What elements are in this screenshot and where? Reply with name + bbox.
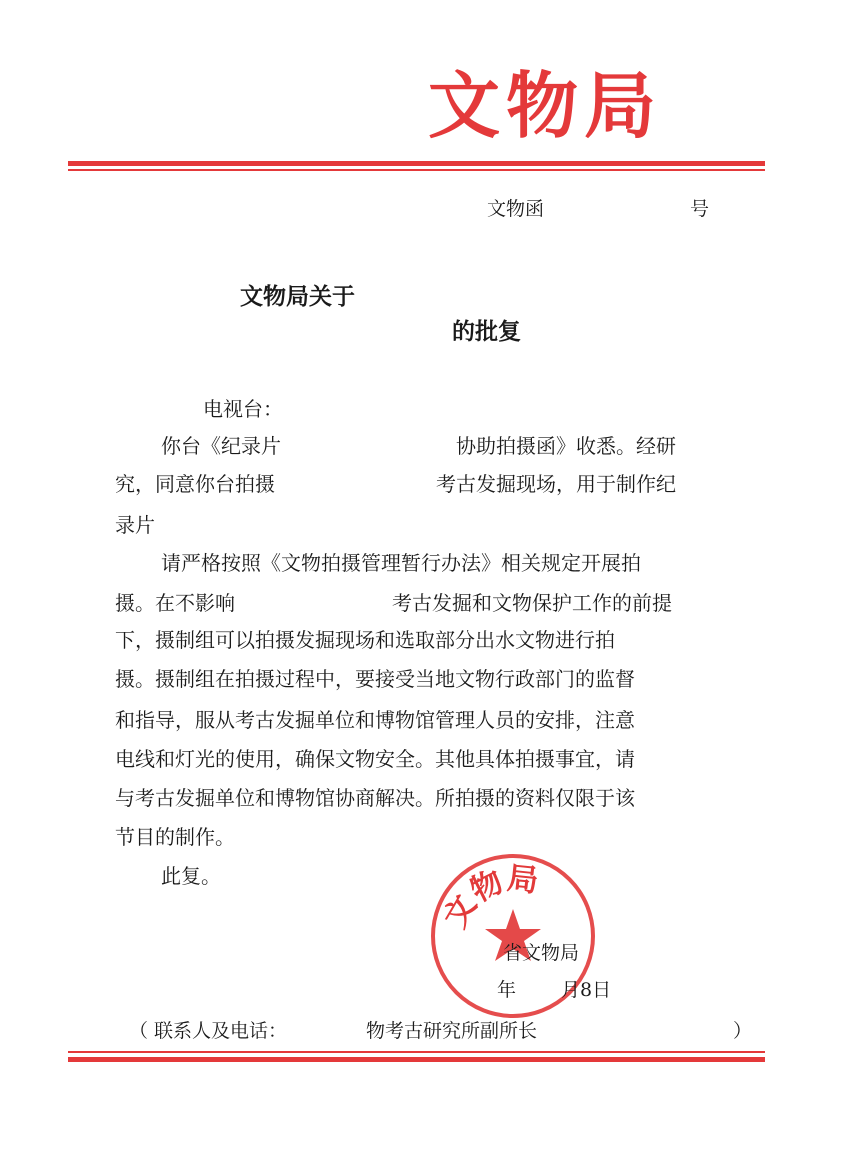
body-p2-line1: 请严格按照《文物拍摄管理暂行办法》相关规定开展拍: [161, 551, 641, 575]
contact-detail: 物考古研究所副所长: [366, 1020, 538, 1042]
body-p1-line3: 录片: [115, 513, 155, 537]
footer-rule-thin: [68, 1051, 765, 1053]
agency-header-title: 文物局: [428, 63, 663, 148]
body-p2-line3: 下，摄制组可以拍摄发掘现场和选取部分出水文物进行拍: [115, 628, 615, 652]
body-p1-line1b: 协助拍摄函》收悉。经研: [456, 434, 676, 458]
contact-label: （ 联系人及电话：: [129, 1020, 288, 1042]
signature-org: 省文物局: [503, 942, 580, 964]
body-p1-line1a: 你台《纪录片: [161, 434, 281, 458]
body-p3-closing: 此复。: [161, 864, 221, 888]
body-p1-line2b: 考古发掘现场，用于制作纪: [436, 472, 676, 496]
body-p2-line4: 摄。摄制组在拍摄过程中，要接受当地文物行政部门的监督: [115, 667, 635, 691]
signature-year: 年: [497, 979, 517, 1001]
body-p2-line6: 电线和灯光的使用，确保文物安全。其他具体拍摄事宜，请: [115, 747, 635, 771]
doc-number-suffix: 号: [690, 198, 710, 220]
body-p2-line8: 节目的制作。: [115, 825, 235, 849]
signature-date: 月8日: [561, 979, 612, 1001]
header-rule-thin: [68, 169, 765, 171]
doc-title-line1: 文物局关于: [240, 283, 355, 310]
body-p2-line5: 和指导，服从考古发掘单位和博物馆管理人员的安排，注意: [115, 708, 635, 732]
seal-text: 文物局: [437, 860, 540, 934]
contact-close: ）: [733, 1020, 753, 1042]
body-p2-line2a: 摄。在不影响: [115, 591, 235, 615]
doc-title-line2: 的批复: [452, 318, 521, 345]
doc-number-prefix: 文物函: [487, 198, 545, 220]
body-p2-line2b: 考古发掘和文物保护工作的前提: [392, 591, 672, 615]
salutation: 电视台：: [203, 397, 283, 421]
body-p2-line7: 与考古发掘单位和博物馆协商解决。所拍摄的资料仅限于该: [115, 786, 635, 810]
header-rule-thick: [68, 161, 765, 166]
footer-rule-thick: [68, 1057, 765, 1062]
body-p1-line2a: 究，同意你台拍摄: [115, 472, 275, 496]
